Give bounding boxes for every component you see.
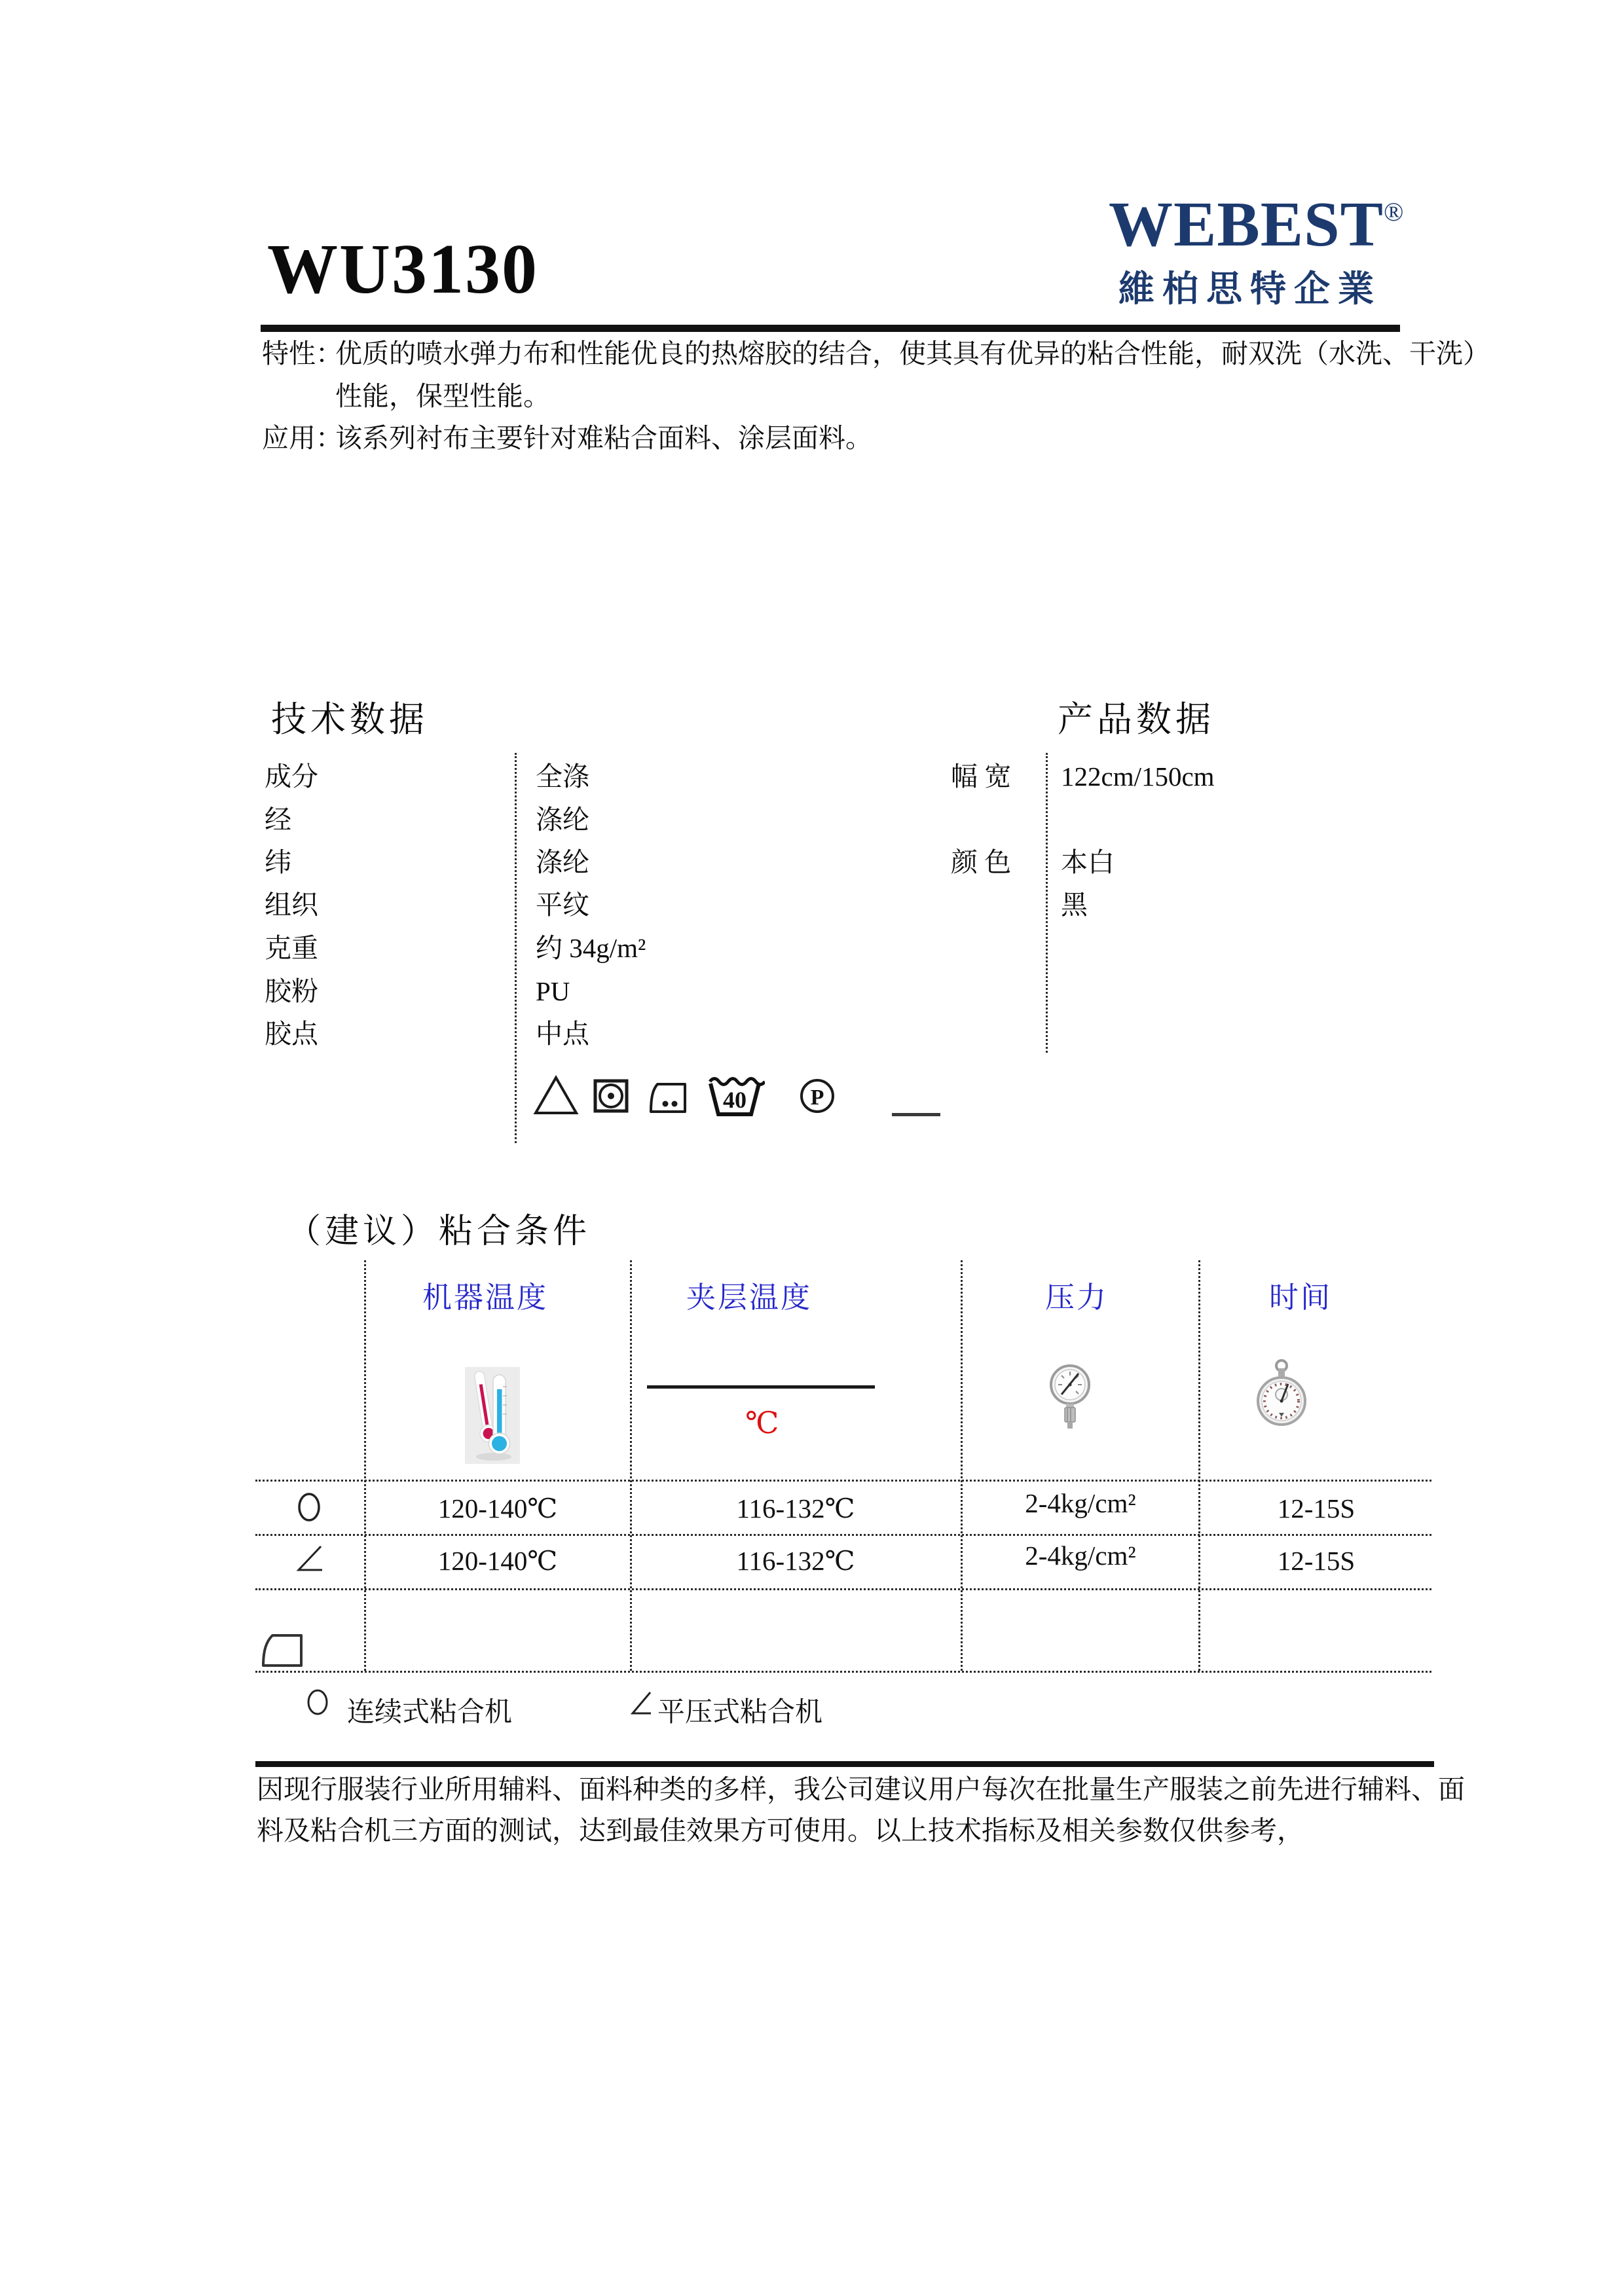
product-width-value: 122cm/150cm bbox=[1061, 761, 1215, 792]
features-line2: 性能，保型性能。 bbox=[335, 381, 550, 411]
tech-row-label: 组织 bbox=[265, 890, 318, 920]
product-table-divider bbox=[1046, 753, 1048, 1053]
tech-row-label: 胶点 bbox=[265, 1019, 318, 1049]
bonding-cell-pressure: 2-4kg/cm² bbox=[1025, 1488, 1136, 1518]
dry-flat-line-icon bbox=[892, 1113, 940, 1116]
logo-company-name: 維柏思特企業 bbox=[1118, 268, 1382, 309]
thermometer-icon bbox=[465, 1367, 520, 1464]
bonding-cell-interlayer-temp: 116-132℃ bbox=[736, 1493, 855, 1523]
tech-row-value: 平纹 bbox=[536, 890, 589, 920]
dry-clean-p-icon bbox=[799, 1078, 836, 1114]
tech-row-label: 克重 bbox=[265, 933, 318, 963]
note-line2: 料及粘合机三方面的测试，达到最佳效果方可使用。以上技术指标及相关参数仅供参考， bbox=[257, 1815, 1304, 1846]
tech-row-value: 全涤 bbox=[536, 761, 589, 792]
company-logo bbox=[1109, 189, 1404, 312]
tech-row-label: 胶粉 bbox=[265, 976, 318, 1006]
bonding-cell-pressure: 2-4kg/cm² bbox=[1025, 1540, 1136, 1571]
bonding-cell-time: 12-15S bbox=[1277, 1546, 1356, 1576]
product-width-label: 幅 宽 bbox=[951, 761, 1012, 792]
interlayer-temp-line bbox=[647, 1385, 875, 1389]
bonding-cell-interlayer-temp: 116-132℃ bbox=[736, 1546, 855, 1576]
tech-row-value: 涤纶 bbox=[536, 805, 589, 835]
bonding-grid-vline bbox=[364, 1260, 366, 1671]
features-label: 特性： bbox=[262, 338, 342, 369]
wash-temperature-number: 40 bbox=[723, 1087, 747, 1113]
product-color-label: 颜 色 bbox=[951, 847, 1012, 877]
legend-continuous-label: 连续式粘合机 bbox=[347, 1698, 513, 1728]
legend-angle-icon bbox=[629, 1689, 652, 1717]
page-title: WU3130 bbox=[267, 230, 538, 308]
product-color-value-2: 黑 bbox=[1061, 890, 1088, 920]
bonding-cell-machine-temp: 120-140℃ bbox=[437, 1493, 558, 1523]
celsius-unit: ℃ bbox=[745, 1406, 779, 1440]
bonding-col-time: 时间 bbox=[1269, 1281, 1333, 1314]
bonding-cell-machine-temp: 120-140℃ bbox=[437, 1546, 558, 1576]
application-text: 该系列衬布主要针对难粘合面料、涂层面料。 bbox=[335, 423, 872, 453]
tumble-dry-icon bbox=[593, 1079, 629, 1113]
wash-40-icon bbox=[705, 1074, 765, 1117]
registered-trademark-icon: ® bbox=[1383, 197, 1404, 227]
bonding-grid-hline bbox=[255, 1671, 1431, 1673]
bonding-grid-vline bbox=[630, 1260, 632, 1671]
bonding-heading: （建议）粘合条件 bbox=[287, 1213, 591, 1250]
legend-circle-icon bbox=[305, 1688, 330, 1717]
product-color-value-1: 本白 bbox=[1061, 847, 1115, 877]
note-line1: 因现行服装行业所用辅料、面料种类的多样，我公司建议用户每次在批量生产服装之前先进行辅料、面 bbox=[257, 1774, 1465, 1804]
tech-row-value: 中点 bbox=[536, 1019, 589, 1049]
tech-row-label: 纬 bbox=[265, 847, 291, 877]
tech-row-value: PU bbox=[536, 976, 570, 1006]
tech-row-value: 约 34g/m² bbox=[536, 933, 646, 963]
stopwatch-icon bbox=[1256, 1358, 1307, 1430]
product-data-heading: 产品数据 bbox=[1058, 700, 1215, 739]
iron-icon bbox=[647, 1079, 690, 1116]
legend-flat-press-label: 平压式粘合机 bbox=[657, 1698, 823, 1728]
bonding-cell-time: 12-15S bbox=[1277, 1493, 1356, 1523]
logo-brand-text: WEBEST bbox=[1109, 189, 1384, 260]
pressure-gauge-icon bbox=[1049, 1354, 1091, 1434]
continuous-machine-symbol bbox=[296, 1491, 322, 1523]
bonding-grid-hline bbox=[255, 1480, 1431, 1482]
bonding-col-machine-temp: 机器温度 bbox=[422, 1281, 549, 1314]
header-divider bbox=[261, 325, 1400, 332]
bonding-col-pressure: 压力 bbox=[1045, 1281, 1109, 1314]
features-line1: 优质的喷水弹力布和性能优良的热熔胶的结合，使其具有优异的粘合性能，耐双洗（水洗、干洗） bbox=[335, 338, 1490, 369]
hand-iron-symbol bbox=[259, 1630, 316, 1671]
bonding-grid-hline bbox=[255, 1534, 1431, 1536]
dry-clean-letter: P bbox=[810, 1085, 824, 1110]
tech-row-value: 涤纶 bbox=[536, 847, 589, 877]
flat-press-machine-symbol bbox=[293, 1542, 323, 1573]
bleach-triangle-icon bbox=[533, 1075, 579, 1116]
tech-data-heading: 技术数据 bbox=[271, 700, 428, 739]
note-divider bbox=[255, 1761, 1434, 1767]
bonding-grid-hline bbox=[255, 1588, 1431, 1590]
application-label: 应用： bbox=[262, 423, 342, 453]
bonding-grid-vline bbox=[1198, 1260, 1200, 1671]
tech-row-label: 成分 bbox=[265, 761, 318, 792]
bonding-grid-vline bbox=[961, 1260, 963, 1671]
bonding-col-interlayer-temp: 夹层温度 bbox=[686, 1281, 813, 1314]
tech-row-label: 经 bbox=[265, 805, 291, 835]
tech-table-divider bbox=[515, 753, 517, 1143]
logo-wordmark bbox=[1109, 189, 1404, 260]
